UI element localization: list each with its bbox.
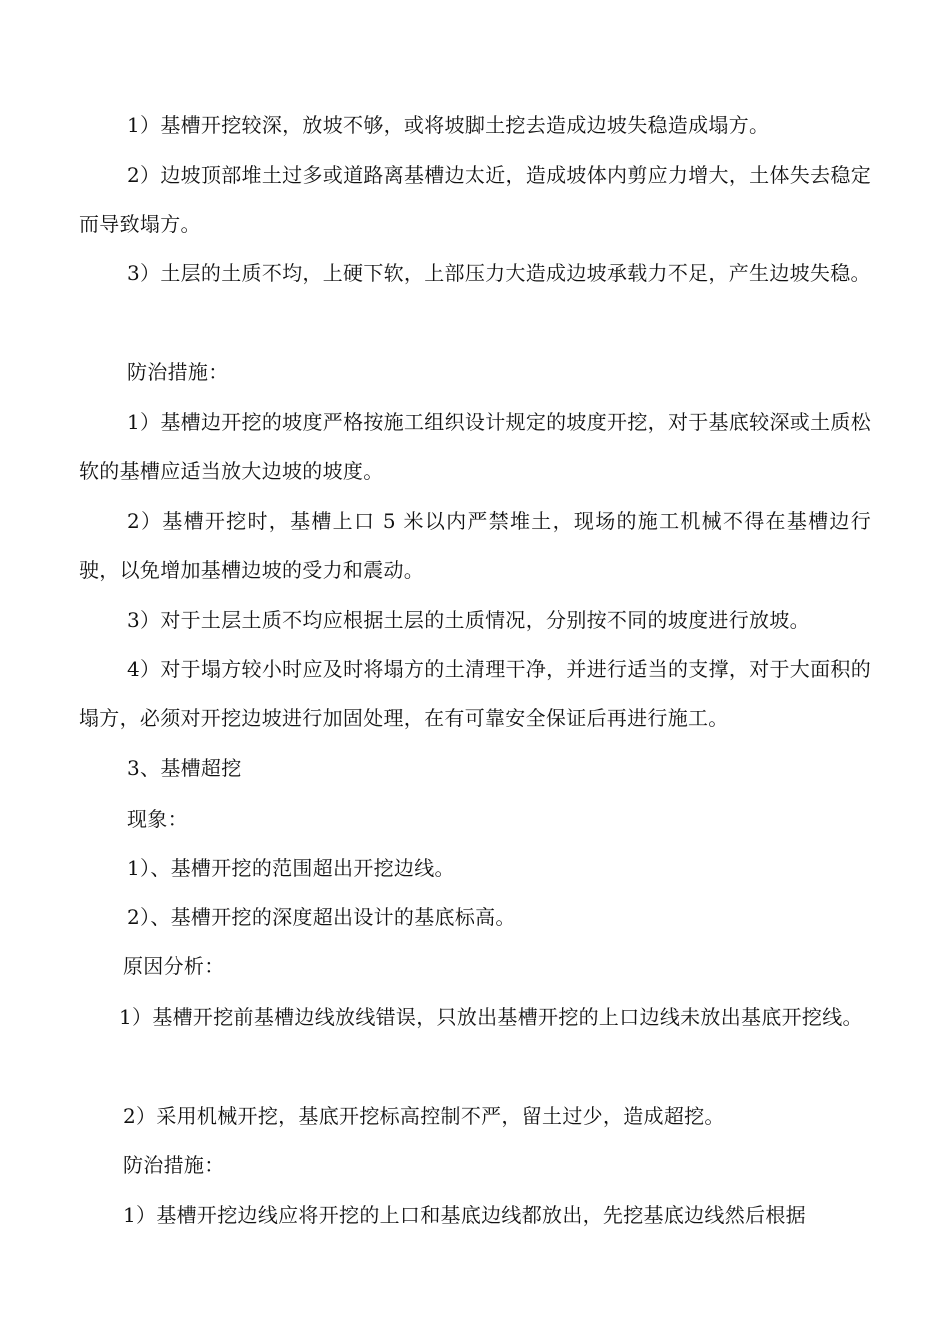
section-heading-overexcavation: 3、基槽超挖: [127, 756, 242, 780]
paragraph-analysis-2: 2）采用机械开挖，基底开挖标高控制不严，留土过少，造成超挖。: [123, 1104, 725, 1128]
paragraph-phenomenon-1: 1）、基槽开挖的范围超出开挖边线。: [127, 856, 455, 880]
paragraph-prevention-3: 3）对于土层土质不均应根据土层的土质情况，分别按不同的坡度进行放坡。: [127, 608, 810, 632]
paragraph-cause-3: 3）土层的土质不均，上硬下软，上部压力大造成边坡承载力不足，产生边坡失稳。: [127, 261, 871, 285]
heading-phenomenon: 现象：: [127, 807, 188, 831]
paragraph-analysis-1: 1）基槽开挖前基槽边线放线错误，只放出基槽开挖的上口边线未放出基底开挖线。: [119, 1005, 863, 1029]
paragraph-prevention-overexcavation-1: 1）基槽开挖边线应将开挖的上口和基底边线都放出，先挖基底边线然后根据: [123, 1203, 806, 1227]
paragraph-prevention-2: 2）基槽开挖时，基槽上口 5 米以内严禁堆土，现场的施工机械不得在基槽边行驶，以免增加基槽边坡的受力和震动。: [79, 509, 871, 582]
paragraph-cause-1: 1）基槽开挖较深，放坡不够，或将坡脚土挖去造成边坡失稳造成塌方。: [127, 113, 770, 137]
heading-cause-analysis: 原因分析：: [123, 954, 225, 978]
paragraph-prevention-1: 1）基槽边开挖的坡度严格按施工组织设计规定的坡度开挖，对于基底较深或土质松软的基槽应适当放大边坡的坡度。: [79, 410, 871, 483]
paragraph-cause-2: 2）边坡顶部堆土过多或道路离基槽边太近，造成坡体内剪应力增大，土体失去稳定而导致塌方。: [79, 163, 871, 236]
heading-prevention-1: 防治措施：: [127, 360, 229, 384]
heading-prevention-2: 防治措施：: [123, 1153, 225, 1177]
paragraph-prevention-4: 4）对于塌方较小时应及时将塌方的土清理干净，并进行适当的支撑，对于大面积的塌方，必须对开挖边坡进行加固处理，在有可靠安全保证后再进行施工。: [79, 657, 871, 730]
paragraph-phenomenon-2: 2）、基槽开挖的深度超出设计的基底标高。: [127, 905, 516, 929]
